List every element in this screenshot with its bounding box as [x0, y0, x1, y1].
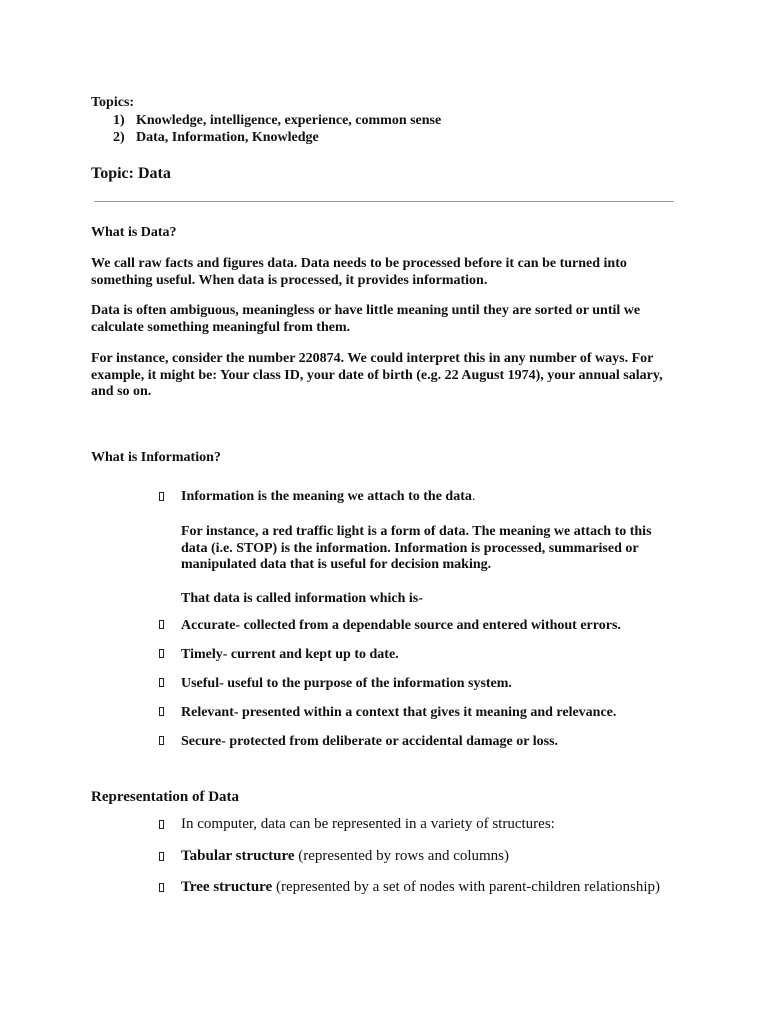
- topic-number: 2): [113, 130, 125, 145]
- data-paragraph: Data is often ambiguous, meaningless or have little meaning until they are sorted or until we calculate something meaningful from them.: [91, 303, 641, 335]
- bullet-icon: [159, 736, 164, 745]
- representation-intro: In computer, data can be represented in a variety of structures:: [181, 816, 555, 832]
- page-title: Topic: Data: [91, 165, 171, 182]
- quality-item: Relevant- presented within a context that gives it meaning and relevance.: [181, 705, 617, 720]
- topic-number: 1): [113, 113, 125, 128]
- section-heading-representation: Representation of Data: [91, 789, 240, 805]
- quality-item: Accurate- collected from a dependable source and entered without errors.: [181, 618, 621, 633]
- structure-desc: (represented by a set of nodes with parent-children relationship): [272, 879, 660, 895]
- bullet-icon: [159, 649, 164, 658]
- structure-name: Tabular structure: [181, 848, 295, 864]
- bullet-icon: [159, 620, 164, 629]
- quality-item: Timely- current and kept up to date.: [181, 647, 399, 662]
- topic-item: Knowledge, intelligence, experience, common sense: [136, 113, 442, 128]
- information-example: For instance, a red traffic light is a form of data. The meaning we attach to this data (i.e. STOP) is the information. Information is processed, summarised or manipulated data that is useful for decision making.: [181, 524, 652, 572]
- bullet-icon: [159, 883, 164, 892]
- topic-item: Data, Information, Knowledge: [136, 130, 319, 145]
- structure-name: Tree structure: [181, 879, 273, 895]
- data-paragraph: We call raw facts and figures data. Data needs to be processed before it can be turned into something useful. When data is processed, it provides information.: [91, 256, 627, 288]
- section-heading-data: What is Data?: [91, 225, 177, 240]
- bullet-icon: [159, 852, 164, 861]
- section-heading-information: What is Information?: [91, 450, 221, 465]
- information-definition-text: Information is the meaning we attach to the data: [181, 489, 472, 504]
- information-called: That data is called information which is-: [181, 591, 423, 606]
- bullet-icon: [159, 707, 164, 716]
- bullet-icon: [159, 492, 164, 501]
- horizontal-divider: [94, 201, 674, 202]
- structure-item: [181, 848, 509, 865]
- quality-item: Secure- protected from deliberate or accidental damage or loss.: [181, 734, 559, 749]
- structure-desc: (represented by rows and columns): [294, 848, 510, 864]
- information-definition: [181, 488, 475, 505]
- topics-heading: Topics:: [91, 95, 135, 110]
- bullet-icon: [159, 678, 164, 687]
- quality-item: Useful- useful to the purpose of the information system.: [181, 676, 512, 691]
- bullet-icon: [159, 820, 164, 829]
- data-paragraph: For instance, consider the number 220874. We could interpret this in any number of ways. For example, it might be: Your class ID, your date of birth (e.g. 22 August 1974), your annual salary, and so on.: [91, 351, 663, 399]
- structure-item: [181, 879, 660, 896]
- information-definition-period: .: [471, 489, 476, 504]
